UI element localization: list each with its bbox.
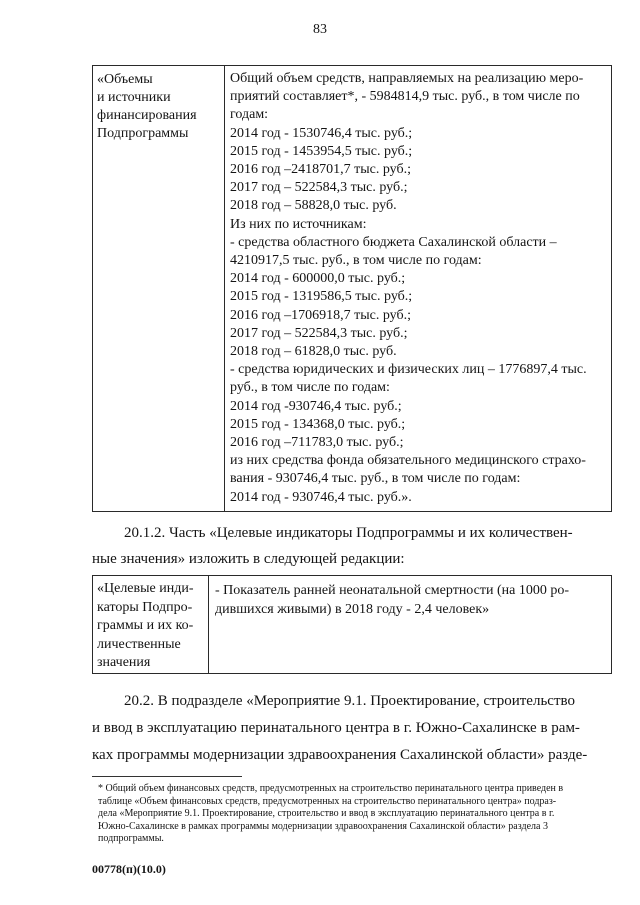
paragraph-line: ные значения» изложить в следующей редакции: [92,551,405,567]
indicators-label-line: личественные [97,636,181,652]
funding-label-line: и источники [97,90,171,105]
page-number: 83 [313,22,327,37]
funding-line: - средства юридических и физических лиц – 1776897,4 тыс. [230,362,587,378]
funding-line: Общий объем средств, направляемых на реализацию меро- [230,71,584,86]
funding-table-content-cell [225,66,612,512]
paragraph-line: ках программы модернизации здравоохранения Сахалинской области» разде- [92,747,588,763]
footnote [92,783,607,846]
funding-line: 2015 год - 134368,0 тыс. руб.; [230,416,406,432]
funding-label-line: финансирования [97,108,197,123]
funding-line: руб., в том числе по годам: [230,380,390,396]
indicators-table [92,575,612,674]
paragraph-line: 20.1.2. Часть «Целевые индикаторы Подпрограммы и их количествен- [124,525,573,541]
document-code: 00778(п)(10.0) [92,862,166,876]
indicators-label-line: каторы Подпро- [97,599,193,615]
indicators-line: дившихся живыми) в 2018 году - 2,4 человек» [215,601,490,617]
funding-line: 2014 год - 600000,0 тыс. руб.; [230,271,406,287]
indicators-label-line: «Целевые инди- [97,581,194,596]
funding-line: 2015 год - 1453954,5 тыс. руб.; [230,143,413,159]
funding-line: из них средства фонда обязательного медицинского страхо- [230,453,586,469]
funding-line: 2018 год – 58828,0 тыс. руб. [230,198,397,214]
paragraph-subsection-9-1 [92,688,607,769]
funding-label-line: Подпрограммы [97,126,189,141]
funding-line: 2017 год – 522584,3 тыс. руб.; [230,180,408,196]
funding-line: 2014 год -930746,4 тыс. руб.; [230,398,402,414]
indicators-table-content-cell [209,576,612,674]
funding-label-line: «Объемы [97,72,153,87]
paragraph-line: 20.2. В подразделе «Мероприятие 9.1. Проектирование, строительство [124,693,575,709]
funding-line: 2014 год - 930746,4 тыс. руб.». [230,489,412,505]
paragraph-target-indicators [92,520,607,572]
indicators-label-line: значения [97,655,151,670]
indicators-label-line: граммы и их ко- [97,618,194,633]
funding-line: 2016 год –711783,0 тыс. руб.; [230,435,404,451]
footnote-separator [92,776,242,777]
funding-line: 2016 год –2418701,7 тыс. руб.; [230,162,411,178]
footnote-line: таблице «Объем финансовых средств, предусмотренных на строительство перинатального центра» подраз- [98,795,557,807]
funding-line: 2014 год - 1530746,4 тыс. руб.; [230,125,413,141]
footnote-line: * Общий объем финансовых средств, предусмотренных на строительство перинатального центра приведен в [98,783,564,794]
indicators-line: - Показатель ранней неонатальной смертности (на 1000 ро- [215,583,570,598]
funding-line: 2015 год - 1319586,5 тыс. руб.; [230,289,413,305]
funding-table-label-cell [93,66,225,512]
paragraph-line: и ввод в эксплуатацию перинатального центра в г. Южно-Сахалинске в рам- [92,720,580,736]
footnote-line: дела «Мероприятие 9.1. Проектирование, строительство и ввод в эксплуатацию перинатального центра в г. [98,808,555,820]
indicators-table-label-cell [93,576,209,674]
footnote-line: подпрограммы. [98,833,164,845]
funding-line: приятий составляет*, - 5984814,9 тыс. руб., в том числе по [230,89,580,105]
funding-line: годам: [230,107,269,123]
footnote-line: Южно-Сахалинске в рамках программы модернизации здравоохранения Сахалинской области» раздела 3 [98,820,548,832]
funding-line: 2016 год –1706918,7 тыс. руб.; [230,307,411,323]
funding-line: вания - 930746,4 тыс. руб., в том числе по годам: [230,471,521,487]
funding-line: - средства областного бюджета Сахалинской области – [230,234,557,250]
funding-line: Из них по источникам: [230,216,367,232]
funding-table [92,65,612,512]
funding-line: 2017 год – 522584,3 тыс. руб.; [230,325,408,341]
funding-line: 2018 год – 61828,0 тыс. руб. [230,344,397,360]
funding-line: 4210917,5 тыс. руб., в том числе по годам: [230,253,482,269]
